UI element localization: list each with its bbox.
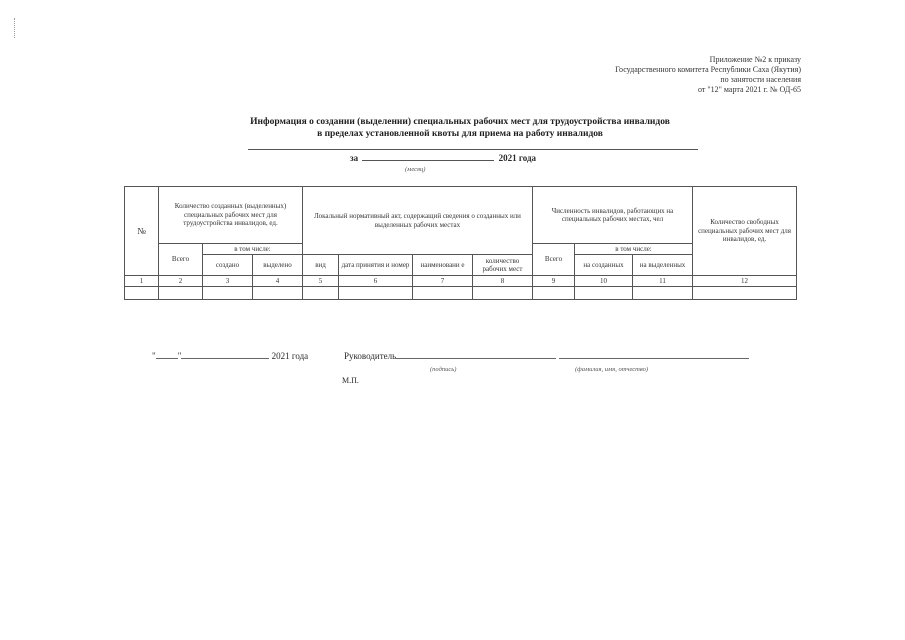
- period-prefix: за: [350, 153, 359, 163]
- period-line: [350, 152, 536, 163]
- act-job-count-header: количество рабочих мест: [473, 255, 533, 276]
- data-cell[interactable]: [413, 287, 473, 300]
- col-vacant-header: Количество свободных специальных рабочих мест для инвалидов, ед.: [693, 187, 797, 276]
- document-title: [150, 116, 770, 140]
- scan-edge-mark: [14, 18, 16, 38]
- col-employees-header: Численность инвалидов, работающих на специальных рабочих местах, чел: [533, 187, 693, 244]
- column-number: 11: [633, 276, 693, 287]
- employees-total-header: Всего: [533, 244, 575, 276]
- title-line-2: в пределах установленной квоты для приема на работу инвалидов: [317, 129, 603, 139]
- column-number: 2: [159, 276, 203, 287]
- column-number: 9: [533, 276, 575, 287]
- month-hint: (месяц): [405, 166, 426, 173]
- col-count-header: Количество созданных (выделенных) специальных рабочих мест для трудоустройства инвалидов, ед.: [159, 187, 303, 244]
- data-cell[interactable]: [633, 287, 693, 300]
- column-number: 3: [203, 276, 253, 287]
- period-suffix: 2021 года: [498, 153, 537, 163]
- director-label: Руководитель: [344, 351, 397, 361]
- data-row: [125, 287, 797, 300]
- column-number: 5: [303, 276, 339, 287]
- approval-line-1: Приложение №2 к приказу: [709, 55, 801, 64]
- act-name-header: наименовани е: [413, 255, 473, 276]
- full-name-hint: (фамилия, имя, отчество): [575, 366, 649, 373]
- footer-year: 2021 года: [271, 351, 309, 361]
- data-cell[interactable]: [125, 287, 159, 300]
- quote-open: ": [152, 351, 156, 361]
- organization-underline: [248, 149, 698, 150]
- on-allocated-header: на выделенных: [633, 255, 693, 276]
- data-cell[interactable]: [159, 287, 203, 300]
- allocated-header: выделено: [253, 255, 303, 276]
- signature-hint: (подпись): [430, 366, 457, 373]
- month-year-blank-field[interactable]: [181, 350, 269, 359]
- column-number: 1: [125, 276, 159, 287]
- employees-including-header: в том числе:: [575, 244, 693, 255]
- data-cell[interactable]: [575, 287, 633, 300]
- column-number: 4: [253, 276, 303, 287]
- created-header: создано: [203, 255, 253, 276]
- column-number: 7: [413, 276, 473, 287]
- approval-line-3: по занятости населения: [720, 75, 801, 84]
- quote-close: ": [177, 351, 182, 361]
- count-total-header: Всего: [159, 244, 203, 276]
- data-cell[interactable]: [339, 287, 413, 300]
- col-local-act-header: Локальный нормативный акт, содержащий сведения о созданных или выделенных рабочих местах: [303, 187, 533, 255]
- count-including-header: в том числе:: [203, 244, 303, 255]
- quota-table: [124, 186, 797, 300]
- day-blank-field[interactable]: [156, 350, 178, 359]
- signature-blank-field[interactable]: [396, 350, 556, 359]
- approval-line-4: от "12" марта 2021 г. № ОД-65: [697, 85, 801, 94]
- act-date-number-header: дата принятия и номер: [339, 255, 413, 276]
- month-blank-field[interactable]: [362, 152, 494, 161]
- data-cell[interactable]: [203, 287, 253, 300]
- date-signature-line: [152, 350, 308, 361]
- data-cell[interactable]: [303, 287, 339, 300]
- column-numbers-row: [125, 276, 797, 287]
- data-cell[interactable]: [693, 287, 797, 300]
- data-cell[interactable]: [473, 287, 533, 300]
- on-created-header: на созданных: [575, 255, 633, 276]
- column-number: 6: [339, 276, 413, 287]
- column-number: 10: [575, 276, 633, 287]
- column-number: 8: [473, 276, 533, 287]
- title-line-1: Информация о создании (выделении) специальных рабочих мест для трудоустройства инвалидов: [250, 117, 670, 127]
- full-name-blank-field[interactable]: [559, 350, 749, 359]
- data-cell[interactable]: [533, 287, 575, 300]
- approval-block: [541, 55, 801, 95]
- column-number: 12: [693, 276, 797, 287]
- approval-line-2: Государственного комитета Республики Саха (Якутия): [615, 65, 801, 74]
- director-line: [344, 350, 749, 361]
- col-number-header: №: [125, 187, 159, 276]
- data-cell[interactable]: [253, 287, 303, 300]
- act-kind-header: вид: [303, 255, 339, 276]
- stamp-place: М.П.: [342, 376, 359, 385]
